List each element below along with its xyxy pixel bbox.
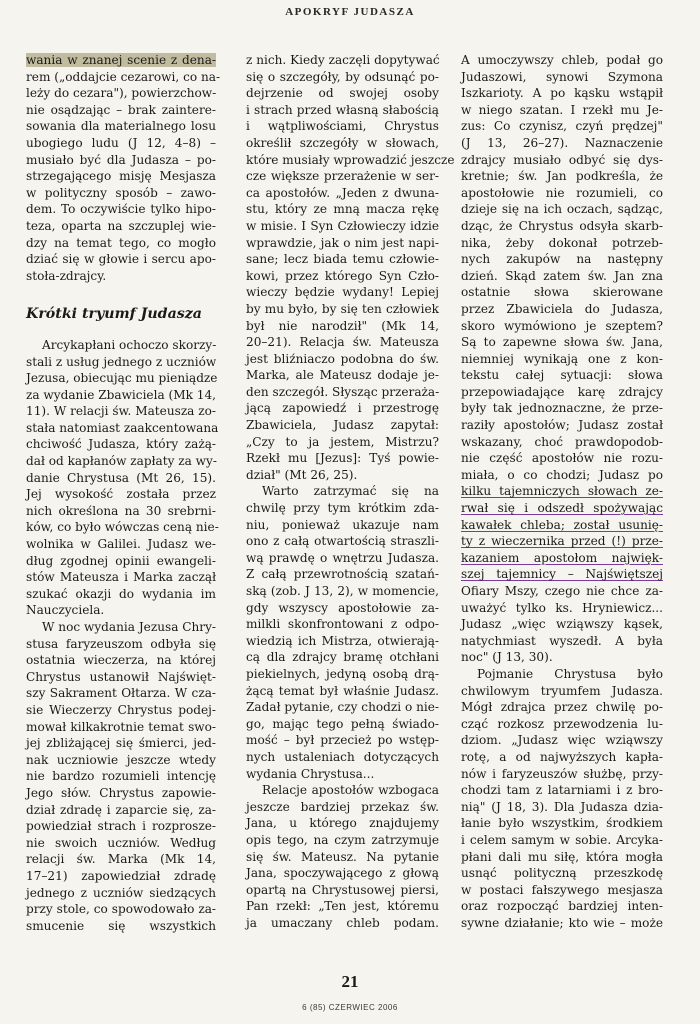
text-line: usnąć polityczną przeszkodę <box>461 866 663 881</box>
text-line: Jana, u którego znajdujemy <box>246 816 439 831</box>
text-line: cząć rozkosz przewodzenia lu- <box>461 716 663 731</box>
text-line: Judasz „więc wziąwszy kąsek, <box>461 617 663 632</box>
text-line <box>26 52 216 69</box>
text-line: łanie było wszystkim, środkiem <box>461 816 663 831</box>
text-line: przez Zbawiciela do Judasza, <box>461 301 663 316</box>
text-line: kretnie; św. Jan podkreśla, że <box>461 169 663 184</box>
text-line: kowi, przez którego Syn Czło- <box>246 268 439 283</box>
text-line: jednego z uczniów siedzących <box>26 885 216 900</box>
text-line: Jej wysokość została przez <box>26 487 216 502</box>
text-line: sowania dla materialnego losu <box>26 119 216 134</box>
page-number: 21 <box>341 972 359 991</box>
text-line: smucenie się wszystkich <box>26 918 216 933</box>
text-line: opis tego, na czym zatrzymuje <box>246 832 439 847</box>
highlight-mark: wania w znanej scenie z dena- <box>26 53 216 67</box>
text-line: stoła-zdrajcy. <box>26 268 107 283</box>
text-line: Relacje apostołów wzbogaca <box>262 783 439 798</box>
text-line: przepowiadające karę zdrajcy <box>461 384 663 399</box>
text-line: się św. Mateusz. Na pytanie <box>246 849 439 864</box>
text-line: sywne działanie; kto wie – może <box>461 915 663 930</box>
text-line: ków, co było wówczas ceną nie- <box>26 520 219 535</box>
text-line: musiało być dla Judasza – po- <box>26 152 216 167</box>
text-line: nych zakupów na następny <box>461 252 663 267</box>
text-line: strzegającego misję Mesjasza <box>26 169 216 184</box>
text-line: den szczegół. Słysząc przeraża- <box>246 384 440 399</box>
text-line: Są to zapewne słowa św. Jana, <box>461 335 663 350</box>
text-line: Arcykapłani ochoczo skorzy- <box>42 337 217 352</box>
text-line: stu, który ze mną macza rękę <box>246 202 439 217</box>
text-line: 20–21). Relacja św. Mateusza <box>246 335 439 350</box>
text-line: nów i faryzeuszów służbę, przy- <box>461 766 663 781</box>
text-line: teza, oparta na szczuplej wie- <box>26 218 216 233</box>
text-line: cze większe przerażenie w ser- <box>246 169 439 184</box>
text-line: wą prawdę o wnętrzu Judasza. <box>246 550 439 565</box>
text-line: nie osądzając – brak zaintere- <box>26 102 216 117</box>
text-line: ską (zob. J 13, 2), w momencie, <box>246 584 439 598</box>
text-line: 17–21) zapowiedział zdradę <box>26 868 216 883</box>
text-line: były tak jednoznaczne, że prze- <box>461 401 663 416</box>
text-line: i strach przed własną słabością <box>246 102 439 117</box>
text-line: określił szczegóły w słowach, <box>246 135 439 150</box>
text-line: Ofiary Mszy, czego nie chce za- <box>461 584 663 598</box>
underlined-text-line: kawałek chleba; został usunię- <box>461 517 663 532</box>
text-line: milkli skonfrontowani z odpo- <box>246 617 439 632</box>
text-line: powiedział strach i rozprosze- <box>26 819 216 834</box>
text-line: skoro wymówiono je szeptem? <box>461 318 663 333</box>
text-line: rotę, a od najwyższych kapła- <box>461 749 663 764</box>
text-line: jącą zapowiedź i przestrogę <box>246 401 439 416</box>
text-line: nika, żeby dokonał potrzeb- <box>461 235 663 250</box>
text-line: wydania Chrystusa... <box>246 766 375 781</box>
text-line: dzień. Skąd zatem św. Jan zna <box>461 268 663 283</box>
text-line: które musiały wprowadzić jeszcze <box>246 152 455 167</box>
text-line: „Czy to ja jestem, Mistrzu? <box>246 434 439 449</box>
text-line: cą dla zdrajcy bramę otchłani <box>246 650 439 665</box>
text-line: ca apostołów. „Jeden z dwuna- <box>246 185 439 200</box>
underlined-text-line: ty z wieczernika przed (!) prze- <box>461 534 663 549</box>
text-line: dług zgodnej opinii ewangeli- <box>26 553 216 568</box>
text-line: dzy na temat tego, co mogło <box>26 235 216 250</box>
text-line: jej zbliżającej się śmierci, jed- <box>26 736 216 751</box>
running-title: APOKRYF JUDASZA <box>285 6 415 18</box>
text-line: W noc wydania Jezusa Chry- <box>42 620 216 634</box>
text-line: Pan rzekł: „Ten jest, któremu <box>246 899 439 914</box>
text-line: wieczy będzie wydany! Lepiej <box>246 285 439 300</box>
text-line: jeszcze bardziej przekaz św. <box>246 799 439 814</box>
text-line: A umoczywszy chleb, podał go <box>461 53 663 67</box>
text-line: Mógł zdrajca przez chwilę po- <box>461 700 663 715</box>
text-line: nie swoich uczniów. Według <box>26 835 216 850</box>
text-line: Pojmanie Chrystusa było <box>477 666 663 681</box>
text-line: wprawdzie, jak o nim jest napi- <box>246 235 439 250</box>
underlined-text-line: rwał się i odszedł spożywając <box>461 501 663 516</box>
text-line: opartą na Chrystusowej piersi, <box>246 882 439 897</box>
text-line: w misie. I Syn Człowieczy idzie <box>246 218 439 233</box>
text-line: i celem samym w sobie. Arcyka- <box>461 832 663 847</box>
text-line: nych ustaleniach dotyczących <box>246 749 439 764</box>
text-line: szukać okazji do wydania im <box>26 586 216 601</box>
text-line: oraz rozpocząć bardziej inten- <box>461 899 663 914</box>
text-line: dał od kapłanów zapłaty za wy- <box>26 454 217 469</box>
text-line: wolnika w Galilei. Judasz we- <box>26 537 216 552</box>
text-line: nie bardzo rozumieli intencję <box>26 769 216 784</box>
text-line: dziom. „Judasz więc wziąwszy <box>461 733 663 748</box>
issue-info: 6 (85) CZERWIEC 2006 <box>302 1003 398 1012</box>
text-line: chciwość Judasza, który zażą- <box>26 437 216 452</box>
text-column-2 <box>246 52 455 931</box>
text-line: Chrystus ustanowił Najświęt- <box>26 669 216 684</box>
text-line: by mu było, by się ten człowiek <box>246 301 439 316</box>
text-line: Iszkarioty. A po kąsku wstąpił <box>461 86 663 101</box>
text-line: się o szczegóły, by odsunąć po- <box>246 69 439 84</box>
underlined-text-line: kazaniem apostołom najwięk- <box>461 550 663 565</box>
text-line: 11). W relacji św. Mateusza zo- <box>26 404 216 419</box>
text-line: (J 13, 26–27). Naznaczenie <box>461 135 663 150</box>
section-subheading: Krótki tryumf Judasza <box>26 306 202 323</box>
text-line: Jana, spoczywającego z głową <box>246 866 439 881</box>
text-line: stów Mateusza i Marka zaczął <box>26 570 216 585</box>
text-line: w niego szatan. I rzekł mu Je- <box>461 102 663 117</box>
text-line: mował kilkakrotnie temat swo- <box>26 719 216 734</box>
text-line: niemniej wynikają one z kon- <box>461 351 663 366</box>
text-line: Zbawiciela, Judasz zapytał: <box>246 418 439 433</box>
text-column-3 <box>461 52 663 931</box>
text-line: uważyć tylko ks. Hryniewicz... <box>461 600 663 615</box>
text-line: sane; lecz biada temu człowie- <box>246 252 439 267</box>
text-line: wiedzią ich Mistrza, otwierają- <box>246 633 439 648</box>
text-line: Warto zatrzymać się na <box>262 484 439 499</box>
text-line: zus: Co czynisz, czyń prędzej" <box>461 119 663 134</box>
text-line: Judaszowi, synowi Szymona <box>461 69 663 84</box>
text-line: dząc, że Chrystus odsyła skarb- <box>461 218 663 233</box>
text-line: przy stole, co spowodowało za- <box>26 902 216 917</box>
text-line: dejrzenie od swojej osoby <box>246 86 439 101</box>
text-line: dział zdradę i zaparcie się, za- <box>26 802 216 817</box>
text-line: stała natomiast zaakcentowana <box>26 420 219 435</box>
text-line: Z całą przewrotnością szatań- <box>246 567 439 582</box>
text-line: ja umaczany chleb podam. <box>246 915 439 930</box>
text-line: go, mając tego pełną świado- <box>246 716 439 731</box>
text-line: rem („oddajcie cezarowi, co na- <box>26 69 221 84</box>
text-line: chwilowym tryumfem Judasza. <box>461 683 663 698</box>
text-line: Marka, ale Mateusz dodaje je- <box>246 368 439 383</box>
text-line: dziać się w głowie i sercu apo- <box>26 252 216 267</box>
text-line: ono z całą otwartością straszli- <box>246 534 439 549</box>
text-line: Zadał pytanie, czy chodzi o nie- <box>246 700 439 715</box>
text-line: z nich. Kiedy zaczęli dopytywać <box>246 53 440 67</box>
text-line: noc" (J 13, 30). <box>461 650 553 665</box>
text-line: chwilę przy tym krótkim zda- <box>246 501 439 516</box>
text-line: nie część apostołów nie rozu- <box>461 451 663 466</box>
text-line: ostatnia wieczerza, na której <box>26 653 216 668</box>
text-line: Nauczyciela. <box>26 603 105 618</box>
text-line: natychmiast wyszedł. A była <box>461 633 663 648</box>
text-line: danie Chrystusa (Mt 26, 15). <box>26 470 216 485</box>
text-line: mość – był przecież po wstęp- <box>246 733 439 748</box>
text-line: stusa faryzeuszom odbyła się <box>26 636 216 651</box>
text-line: żącą temat był właśnie Judasz. <box>246 683 439 698</box>
text-line: był nie narodził" (Mk 14, <box>246 318 439 333</box>
text-line: i wątpliwościami, Chrystus <box>246 119 439 134</box>
underlined-text-line: kilku tajemniczych słowach ze- <box>461 484 663 499</box>
text-line: płani dali mu siłę, która mogła <box>461 849 663 864</box>
text-line: leży do cezara"), powierzchow- <box>26 86 217 101</box>
text-column-1 <box>26 52 221 934</box>
underlined-text-line: szej tajemnicy – Najświętszej <box>461 567 663 582</box>
text-line: dem. To oczywiście tylko hipo- <box>26 202 216 217</box>
text-line: gdy wszyscy apostołowie za- <box>246 600 439 615</box>
text-line: szy Sakrament Ołtarza. W cza- <box>26 686 216 701</box>
text-line: chodzi tam z latarniami i z bro- <box>461 783 663 798</box>
text-line: apostołowie nie rozumieli, co <box>461 185 663 200</box>
text-line: wskazany, choć prawdopodob- <box>461 434 663 449</box>
text-line: dział" (Mt 26, 25). <box>246 467 358 482</box>
text-line: Rzekł mu [Jezus]: Tyś powie- <box>246 451 439 466</box>
text-line: dzieje się na ich oczach, sądząc, <box>461 202 663 217</box>
text-line: jest bliźniaczo podobna do św. <box>246 351 439 366</box>
text-line: nich określona na 30 srebrni- <box>26 503 216 518</box>
text-line: stali z usług jednego z uczniów <box>26 354 217 369</box>
text-line: miała, o co chodzi; Judasz po <box>461 467 663 482</box>
text-line: zdrajcy musiało odbyć się dys- <box>461 152 663 167</box>
text-line: w polityczny sposób – zawo- <box>26 185 216 200</box>
text-line: w postaci fałszywego mesjasza <box>461 882 663 897</box>
text-line: relacji św. Marka (Mk 14, <box>26 852 216 867</box>
text-line: nak uczniowie jeszcze wtedy <box>26 752 216 767</box>
text-line: niu, ponieważ ukazuje nam <box>246 517 439 532</box>
text-line: Jego słów. Chrystus zapowie- <box>26 785 216 800</box>
text-line: ubogiego ludu (J 12, 4–8) – <box>26 135 216 150</box>
text-line: Jezusa, obiecując mu pieniądze <box>26 371 218 386</box>
text-line: sie Wieczerzy Chrystus podej- <box>26 702 216 717</box>
text-line: raziły apostołów; Judasz został <box>461 418 663 433</box>
text-line: za wydanie Zbawiciela (Mk 14, <box>26 387 217 402</box>
text-line: ostatnie słowa skierowane <box>461 285 663 300</box>
text-line: nią" (J 18, 3). Dla Judasza dzia- <box>461 799 663 814</box>
text-line: piekielnych, jedyną osobą drą- <box>246 666 439 681</box>
text-line: tekstu całej sytuacji: słowa <box>461 368 663 383</box>
